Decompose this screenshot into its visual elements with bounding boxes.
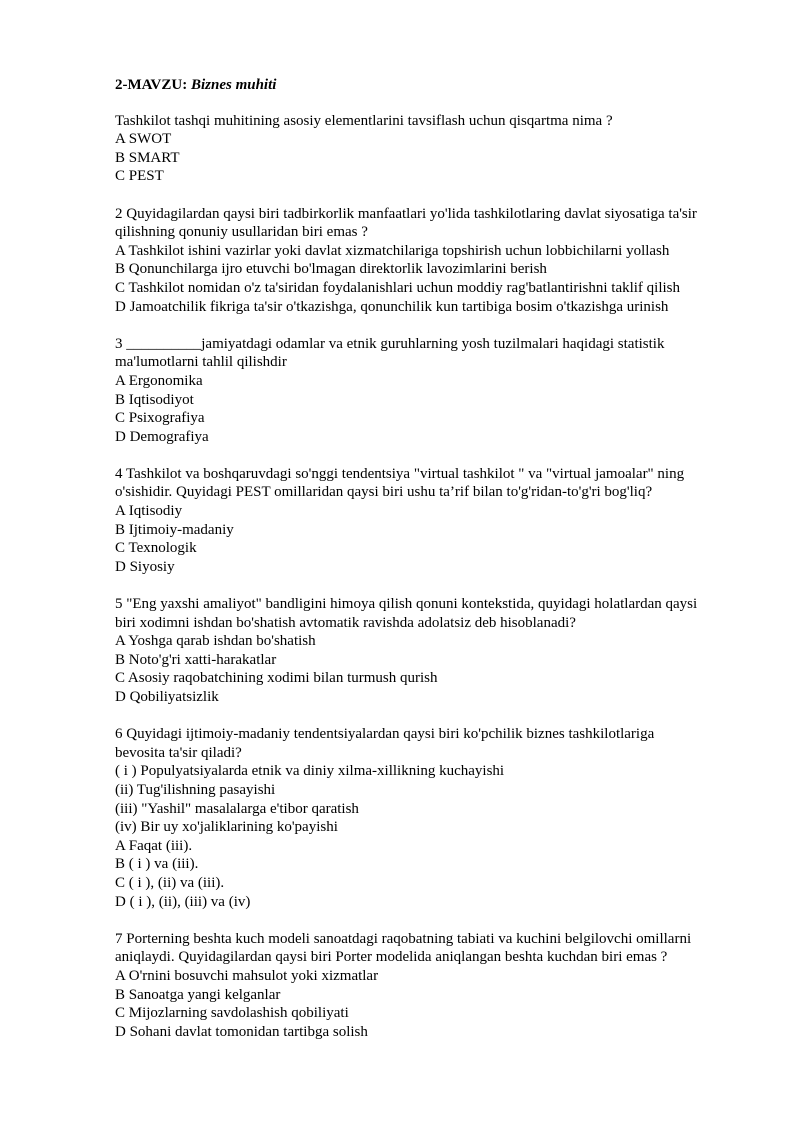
question-text-line: qilishning qonuniy usullaridan biri emas ? <box>115 224 368 241</box>
title-prefix: 2-MAVZU: <box>115 77 188 93</box>
answer-option: D Qobiliyatsizlik <box>115 689 219 705</box>
answer-option: B ( i ) va (iii). <box>115 856 199 873</box>
answer-option: C Mijozlarning savdolashish qobiliyati <box>115 1005 349 1022</box>
question-text-line: bevosita ta'sir qiladi? <box>115 744 242 761</box>
answer-option: C ( i ), (ii) va (iii). <box>115 874 225 891</box>
document-content <box>115 76 755 1060</box>
question-text-line: aniqlaydi. Quyidagilardan qaysi biri Porter modelida aniqlangan beshta kuchdan biri emas ? <box>115 949 668 966</box>
answer-option: A Iqtisodiy <box>115 503 183 520</box>
answer-option: B SMART <box>115 149 180 166</box>
question-text-line: (iii) "Yashil" masalalarga e'tibor qaratish <box>115 800 359 817</box>
question-text-line: ( i ) Populyatsiyalarda etnik va diniy xilma-xillikning kuchayishi <box>115 763 505 780</box>
document-title <box>115 76 755 95</box>
question-block <box>115 465 755 577</box>
question-text-line: 6 Quyidagi ijtimoiy-madaniy tendentsiyalardan qaysi biri ko'pchilik biznes tashkilotlariga <box>115 726 655 743</box>
answer-option: D Siyosiy <box>115 558 175 575</box>
question-text-line: ma'lumotlarni tahlil qilishdir <box>115 354 287 371</box>
question-block <box>115 725 755 911</box>
answer-option: C Tashkilot nomidan o'z ta'siridan foydalanishlari uchun moddiy rag'batlantirishni taklif qilish <box>115 279 681 296</box>
answer-option: C Texnologik <box>115 540 197 557</box>
question-block <box>115 205 755 317</box>
answer-option: D ( i ), (ii), (iii) va (iv) <box>115 893 251 910</box>
question-block <box>115 335 755 447</box>
answer-option: A Tashkilot ishini vazirlar yoki davlat xizmatchilariga topshirish uchun lobbichilarni yollash <box>115 242 670 259</box>
title-subject: Biznes muhiti <box>190 77 277 93</box>
answer-option: A SWOT <box>115 131 172 148</box>
question-list <box>115 112 755 1042</box>
question-text-line: 3 __________jamiyatdagi odamlar va etnik guruhlarning yosh tuzilmalari haqidagi statistik <box>115 335 665 352</box>
question-text-line: 5 "Eng yaxshi amaliyot" bandligini himoya qilish qonuni kontekstida, quyidagi holatlardan qaysi <box>115 596 698 613</box>
answer-option: B Sanoatga yangi kelganlar <box>115 986 281 1003</box>
question-text-line: 7 Porterning beshta kuch modeli sanoatdagi raqobatning tabiati va kuchini belgilovchi omillarni <box>115 930 692 947</box>
question-text-line: o'sishidir. Quyidagi PEST omillaridan qaysi biri ushu ta’rif bilan to'g'ridan-to'g'ri bog'liq? <box>115 484 653 501</box>
answer-option: C Psixografiya <box>115 410 205 427</box>
question-text-line: 4 Tashkilot va boshqaruvdagi so'nggi tendentsiya "virtual tashkilot " va "virtual jamoalar" ning <box>115 465 685 482</box>
answer-option: D Jamoatchilik fikriga ta'sir o'tkazishga, qonunchilik kun tartibiga bosim o'tkazishga urinish <box>115 298 669 315</box>
question-block <box>115 930 755 1042</box>
answer-option: A O'rnini bosuvchi mahsulot yoki xizmatlar <box>115 967 379 984</box>
question-text-line: biri xodimni ishdan bo'shatish avtomatik ravishda adolatsiz deb hisoblanadi? <box>115 614 576 631</box>
answer-option: B Qonunchilarga ijro etuvchi bo'lmagan direktorlik lavozimlarini berish <box>115 261 547 278</box>
answer-option: B Noto'g'ri xatti-harakatlar <box>115 651 277 668</box>
answer-option: A Ergonomika <box>115 372 203 389</box>
question-block <box>115 595 755 707</box>
question-block <box>115 112 755 186</box>
answer-option: D Sohani davlat tomonidan tartibga solish <box>115 1023 368 1040</box>
answer-option: C PEST <box>115 168 164 185</box>
question-text-line: 2 Quyidagilardan qaysi biri tadbirkorlik manfaatlari yo'lida tashkilotlaring davlat siyosatiga ta'sir <box>115 205 697 222</box>
question-text-line: Tashkilot tashqi muhitining asosiy elementlarini tavsiflash uchun qisqartma nima ? <box>115 112 613 129</box>
question-text-line: (ii) Tug'ilishning pasayishi <box>115 781 276 798</box>
answer-option: A Faqat (iii). <box>115 837 193 854</box>
question-text-line: (iv) Bir uy xo'jaliklarining ko'payishi <box>115 819 338 836</box>
answer-option: C Asosiy raqobatchining xodimi bilan turmush qurish <box>115 670 438 687</box>
answer-option: B Ijtimoiy-madaniy <box>115 521 234 538</box>
answer-option: A Yoshga qarab ishdan bo'shatish <box>115 633 316 650</box>
answer-option: B Iqtisodiyot <box>115 391 194 408</box>
answer-option: D Demografiya <box>115 428 209 445</box>
